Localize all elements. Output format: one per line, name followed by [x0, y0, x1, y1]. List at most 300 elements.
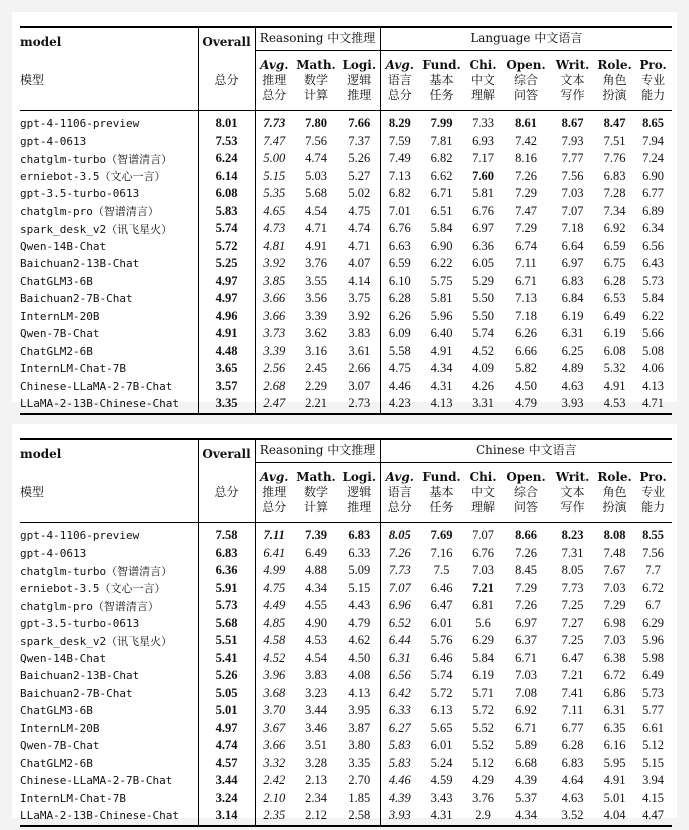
table-row [20, 562, 672, 580]
column-header [419, 462, 464, 523]
score-cell: 3.39 [255, 343, 293, 361]
score-cell: 6.22 [430, 256, 453, 271]
score-cell: 4.96 [198, 308, 255, 326]
model-name: ChatGLM3-6B [20, 704, 93, 718]
score-cell: 2.68 [255, 378, 293, 396]
column-header-zh-1: 推理 [262, 72, 287, 87]
model-name: InternLM-20B [20, 309, 100, 323]
score-cell: 7.08 [515, 685, 537, 700]
score-cell: 6.44 [380, 632, 419, 650]
score-cell: 6.19 [561, 308, 584, 323]
score-cell: 3.66 [255, 290, 293, 308]
score-cell: 7.03 [603, 580, 626, 595]
score-cell: 7.81 [430, 133, 453, 148]
score-cell: 7.73 [255, 111, 293, 133]
column-header-zh-1: 推理 [262, 484, 287, 499]
table-row [20, 737, 672, 755]
score-cell: 3.31 [464, 395, 502, 414]
score-cell: 4.54 [305, 650, 327, 665]
table-row [20, 238, 672, 256]
score-cell: 7.01 [380, 203, 419, 221]
score-cell: 5.01 [198, 702, 255, 720]
score-cell: 6.40 [430, 326, 453, 341]
model-name: Qwen-7B-Chat [20, 739, 100, 753]
score-cell: 7.13 [515, 291, 537, 306]
column-header [293, 462, 339, 523]
score-cell: 6.77 [642, 186, 664, 201]
score-cell: 7.26 [515, 598, 537, 613]
column-header-en: Chi. [469, 469, 497, 484]
score-cell: 3.43 [430, 790, 453, 805]
score-cell: 7.21 [472, 580, 494, 595]
score-cell: 4.75 [255, 580, 293, 598]
column-header [634, 50, 672, 111]
overall-header-zh: 总分 [198, 50, 255, 111]
column-header-zh-2: 理解 [471, 499, 496, 514]
score-cell: 4.57 [198, 755, 255, 773]
column-header-zh-1: 中文 [471, 72, 496, 87]
score-cell: 6.84 [561, 291, 584, 306]
score-cell: 7.25 [561, 598, 584, 613]
score-cell: 5.05 [198, 685, 255, 703]
table-row [20, 772, 672, 790]
score-cell: 7.25 [561, 633, 584, 648]
score-cell: 6.28 [561, 738, 584, 753]
score-cell: 7.07 [380, 580, 419, 598]
score-cell: 4.90 [305, 615, 327, 630]
column-header-zh-1: 基本 [429, 484, 454, 499]
score-cell: 3.75 [348, 291, 371, 306]
score-cell: 6.28 [380, 290, 419, 308]
score-cell: 5.08 [642, 343, 664, 358]
results-card-2 [12, 424, 677, 823]
column-header-en: Pro. [639, 57, 667, 72]
column-header-zh-2: 理解 [471, 87, 496, 102]
score-cell: 4.91 [430, 343, 453, 358]
column-header [255, 462, 293, 523]
score-cell: 5.74 [430, 668, 453, 683]
table-row [20, 580, 672, 598]
table-row [20, 360, 672, 378]
score-cell: 5.00 [255, 150, 293, 168]
score-cell: 6.31 [603, 703, 626, 718]
score-cell: 7.03 [472, 563, 494, 578]
score-cell: 6.56 [380, 667, 419, 685]
score-cell: 4.74 [348, 221, 371, 236]
score-cell: 6.83 [561, 755, 584, 770]
score-cell: 2.56 [255, 360, 293, 378]
score-cell: 5.15 [255, 168, 293, 186]
score-cell: 5.27 [348, 168, 371, 183]
score-cell: 3.39 [305, 308, 327, 323]
score-cell: 7.29 [515, 221, 537, 236]
score-cell: 5.15 [642, 755, 665, 770]
score-cell: 6.49 [603, 308, 626, 323]
score-cell: 4.04 [595, 807, 634, 826]
score-cell: 5.68 [305, 186, 327, 201]
score-cell: 3.35 [198, 395, 255, 414]
score-cell: 3.14 [198, 807, 255, 826]
score-cell: 7.13 [380, 168, 419, 186]
score-cell: 4.85 [255, 615, 293, 633]
score-cell: 6.83 [348, 528, 371, 543]
score-cell: 5.35 [255, 185, 293, 203]
score-cell: 8.01 [198, 111, 255, 133]
score-cell: 7.53 [198, 133, 255, 151]
score-cell: 4.13 [348, 685, 371, 700]
score-cell: 7.26 [515, 545, 537, 560]
column-header-en: Math. [296, 57, 336, 72]
score-cell: 6.77 [561, 720, 584, 735]
score-cell: 3.95 [348, 703, 371, 718]
score-cell: 4.26 [472, 378, 494, 393]
score-cell: 4.48 [198, 343, 255, 361]
score-cell: 4.63 [561, 790, 584, 805]
score-cell: 4.15 [642, 790, 665, 805]
score-cell: 6.98 [603, 615, 626, 630]
score-cell: 3.93 [550, 395, 595, 414]
column-header [550, 50, 595, 111]
score-cell: 7.21 [561, 668, 584, 683]
column-header-zh-1: 基本 [429, 72, 454, 87]
score-cell: 7.47 [255, 133, 293, 151]
model-name: ChatGLM2-6B [20, 344, 93, 358]
score-cell: 6.7 [645, 598, 661, 613]
score-cell: 8.08 [603, 528, 626, 543]
score-cell: 6.38 [603, 650, 626, 665]
score-cell: 5.84 [472, 650, 494, 665]
score-cell: 6.97 [472, 221, 494, 236]
model-name: chatglm-pro（智谱清言） [20, 599, 159, 613]
score-cell: 4.46 [380, 772, 419, 790]
column-header [464, 462, 502, 523]
score-cell: 6.64 [561, 238, 584, 253]
score-cell: 5.73 [642, 685, 665, 700]
table-row [20, 308, 672, 326]
score-cell: 6.66 [515, 343, 537, 358]
table-row [20, 597, 672, 615]
score-cell: 4.89 [561, 361, 584, 376]
score-cell: 4.59 [430, 773, 453, 788]
score-cell: 3.93 [380, 807, 419, 826]
score-cell: 8.29 [380, 111, 419, 133]
score-cell: 8.05 [561, 563, 584, 578]
score-cell: 6.59 [603, 238, 626, 253]
column-header-en: Pro. [639, 469, 667, 484]
score-cell: 6.13 [430, 703, 453, 718]
score-cell: 7.66 [348, 116, 371, 131]
score-cell: 2.35 [255, 807, 293, 826]
score-cell: 2.29 [305, 378, 327, 393]
model-name: Chinese-LLaMA-2-7B-Chat [20, 379, 173, 393]
score-cell: 6.31 [380, 650, 419, 668]
score-cell: 7.27 [561, 615, 584, 630]
model-name: Baichuan2-7B-Chat [20, 686, 133, 700]
score-cell: 3.94 [642, 773, 665, 788]
score-cell: 7.03 [515, 668, 537, 683]
score-cell: 4.53 [595, 395, 634, 414]
table-row [20, 220, 672, 238]
language-group-header: Chinese 中文语言 [380, 439, 672, 462]
score-cell: 6.81 [472, 598, 494, 613]
score-cell: 6.68 [515, 755, 537, 770]
column-header [293, 50, 339, 111]
score-cell: 6.86 [603, 685, 626, 700]
score-cell: 8.66 [515, 528, 537, 543]
score-cell: 7.60 [472, 168, 494, 183]
score-cell: 7.51 [603, 133, 626, 148]
column-header-zh-1: 专业 [641, 72, 666, 87]
score-cell: 3.44 [198, 772, 255, 790]
score-cell: 6.36 [198, 562, 255, 580]
score-cell: 5.77 [642, 703, 665, 718]
score-cell: 2.12 [293, 807, 339, 826]
model-name: Qwen-14B-Chat [20, 239, 107, 253]
column-header-zh-2: 推理 [347, 87, 372, 102]
table-row [20, 807, 672, 826]
score-cell: 4.08 [348, 668, 371, 683]
score-cell: 7.47 [515, 203, 537, 218]
score-cell: 5.74 [198, 220, 255, 238]
score-cell: 5.72 [472, 703, 494, 718]
column-header-en: Role. [597, 469, 632, 484]
score-cell: 7.48 [603, 545, 626, 560]
model-name: gpt-4-0613 [20, 134, 87, 148]
score-cell: 4.71 [305, 221, 327, 236]
table-row [20, 702, 672, 720]
score-cell: 6.52 [380, 615, 419, 633]
score-cell: 4.64 [561, 773, 584, 788]
score-cell: 6.71 [430, 186, 453, 201]
score-cell: 8.45 [515, 563, 537, 578]
score-cell: 6.62 [430, 168, 453, 183]
model-name: gpt-4-0613 [20, 546, 87, 560]
score-cell: 7.11 [255, 523, 293, 545]
score-cell: 4.34 [502, 807, 550, 826]
score-cell: 5.12 [472, 755, 494, 770]
score-cell: 4.50 [348, 650, 371, 665]
score-cell: 5.89 [515, 738, 537, 753]
score-cell: 7.58 [198, 523, 255, 545]
score-cell: 6.08 [603, 343, 626, 358]
model-name: gpt-4-1106-preview [20, 529, 140, 543]
score-cell: 6.90 [642, 168, 664, 183]
table-row [20, 790, 672, 808]
score-cell: 6.25 [561, 343, 584, 358]
score-cell: 6.82 [430, 151, 453, 166]
score-cell: 5.65 [430, 720, 453, 735]
column-header [634, 462, 672, 523]
score-cell: 2.47 [255, 395, 293, 414]
score-cell: 6.49 [305, 545, 327, 560]
column-header-en: Fund. [422, 469, 461, 484]
score-cell: 3.92 [348, 308, 371, 323]
score-cell: 2.42 [255, 772, 293, 790]
score-cell: 7.56 [642, 545, 665, 560]
score-cell: 4.65 [255, 203, 293, 221]
score-cell: 6.31 [561, 326, 584, 341]
score-cell: 4.23 [380, 395, 419, 414]
score-cell: 4.97 [198, 290, 255, 308]
score-cell: 6.71 [515, 273, 537, 288]
score-cell: 5.50 [472, 291, 494, 306]
score-cell: 7.73 [380, 562, 419, 580]
score-cell: 5.50 [472, 308, 494, 323]
score-cell: 4.73 [255, 220, 293, 238]
score-cell: 4.71 [348, 238, 371, 253]
column-header-zh-1: 综合 [514, 484, 539, 499]
score-cell: 5.84 [430, 221, 453, 236]
model-header-zh: 模型 [20, 462, 198, 523]
score-cell: 7.24 [642, 151, 664, 166]
score-cell: 6.01 [430, 738, 453, 753]
model-name: erniebot-3.5（文心一言） [20, 170, 166, 184]
model-name: LLaMA-2-13B-Chinese-Chat [20, 807, 198, 826]
score-cell: 8.16 [515, 151, 537, 166]
table-row [20, 632, 672, 650]
score-cell: 6.56 [642, 238, 664, 253]
score-cell: 5.73 [198, 597, 255, 615]
score-cell: 7.37 [348, 133, 371, 148]
score-cell: 7.03 [561, 186, 584, 201]
score-cell: 7.11 [515, 256, 537, 271]
column-header-zh-2: 任务 [429, 87, 454, 102]
score-cell: 3.65 [198, 360, 255, 378]
table-row [20, 650, 672, 668]
column-header-en: Fund. [422, 57, 461, 72]
score-cell: 6.74 [515, 238, 537, 253]
score-cell: 3.66 [255, 308, 293, 326]
score-cell: 6.97 [515, 615, 537, 630]
column-header-en: Role. [597, 57, 632, 72]
model-name: ChatGLM2-6B [20, 756, 93, 770]
column-header-en: Logi. [342, 469, 377, 484]
score-cell: 3.87 [348, 720, 371, 735]
column-header-zh-1: 中文 [471, 484, 496, 499]
column-header-en: Writ. [555, 469, 590, 484]
score-cell: 4.07 [348, 256, 371, 271]
score-cell: 4.75 [348, 203, 371, 218]
score-cell: 3.28 [305, 755, 327, 770]
score-cell: 4.09 [472, 361, 494, 376]
table-row [20, 523, 672, 545]
score-cell: 5.52 [472, 738, 494, 753]
score-cell: 7.56 [305, 133, 327, 148]
score-cell: 6.92 [515, 703, 537, 718]
score-cell: 6.41 [255, 545, 293, 563]
score-cell: 3.73 [255, 325, 293, 343]
score-cell: 5.72 [198, 238, 255, 256]
model-name: InternLM-Chat-7B [20, 362, 126, 376]
score-cell: 5.02 [348, 186, 371, 201]
score-cell: 5.82 [515, 361, 537, 376]
column-header [595, 462, 634, 523]
score-cell: 4.53 [305, 633, 327, 648]
column-header-zh-2: 任务 [429, 499, 454, 514]
score-cell: 6.22 [642, 308, 664, 323]
score-cell: 8.67 [561, 116, 584, 131]
score-cell: 7.33 [472, 116, 494, 131]
score-cell: 6.19 [472, 668, 494, 683]
score-cell: 3.46 [305, 720, 327, 735]
score-cell: 3.35 [348, 755, 371, 770]
score-cell: 7.26 [380, 545, 419, 563]
score-cell: 4.62 [348, 633, 371, 648]
model-header: model [20, 27, 198, 50]
score-cell: 4.49 [255, 597, 293, 615]
score-cell: 8.61 [515, 116, 537, 131]
column-header-en: Logi. [342, 57, 377, 72]
model-name: Qwen-14B-Chat [20, 651, 107, 665]
model-name: Baichuan2-13B-Chat [20, 669, 140, 683]
score-cell: 7.26 [515, 168, 537, 183]
column-header-zh-1: 文本 [560, 72, 585, 87]
model-name: spark_desk_v2（讯飞星火） [20, 634, 173, 648]
score-cell: 3.24 [198, 790, 255, 808]
score-cell: 6.83 [603, 168, 626, 183]
table-row [20, 343, 672, 361]
score-cell: 4.43 [348, 598, 371, 613]
score-cell: 4.31 [419, 807, 464, 826]
score-cell: 6.19 [603, 326, 626, 341]
score-cell: 1.85 [348, 790, 371, 805]
score-cell: 5.24 [430, 755, 453, 770]
table-row [20, 545, 672, 563]
column-header-zh-1: 逻辑 [347, 72, 372, 87]
table-row [20, 720, 672, 738]
score-cell: 3.70 [255, 702, 293, 720]
score-cell: 7.07 [561, 203, 584, 218]
score-cell: 6.72 [642, 580, 665, 595]
score-cell: 5.73 [642, 273, 664, 288]
column-header-zh-2: 总分 [387, 87, 412, 102]
score-cell: 5.51 [198, 632, 255, 650]
score-cell: 5.76 [430, 633, 453, 648]
score-cell: 6.08 [198, 185, 255, 203]
column-header-zh-1: 角色 [602, 484, 627, 499]
column-header-zh-2: 能力 [641, 499, 666, 514]
score-cell: 6.14 [198, 168, 255, 186]
results-table-1 [20, 26, 672, 415]
score-cell: 5.72 [430, 685, 453, 700]
score-cell: 7.29 [515, 580, 537, 595]
score-cell: 6.89 [642, 203, 664, 218]
score-cell: 3.32 [255, 755, 293, 773]
score-cell: 4.91 [198, 325, 255, 343]
score-cell: 5.37 [515, 790, 537, 805]
table-row [20, 378, 672, 396]
score-cell: 5.66 [642, 326, 664, 341]
score-cell: 6.36 [472, 238, 494, 253]
score-cell: 7.18 [515, 308, 537, 323]
score-cell: 5.25 [198, 255, 255, 273]
score-cell: 8.47 [603, 116, 626, 131]
score-cell: 4.47 [634, 807, 672, 826]
score-cell: 7.34 [603, 203, 626, 218]
table-row [20, 685, 672, 703]
table-row [20, 150, 672, 168]
column-header-zh-2: 总分 [262, 499, 287, 514]
score-cell: 7.31 [561, 545, 584, 560]
score-cell: 2.21 [293, 395, 339, 414]
score-cell: 5.75 [430, 273, 453, 288]
score-cell: 6.29 [472, 633, 494, 648]
column-header-zh-2: 问答 [514, 87, 539, 102]
score-cell: 7.56 [561, 168, 584, 183]
score-cell: 5.29 [472, 273, 494, 288]
model-name: gpt-3.5-turbo-0613 [20, 187, 140, 201]
table-row [20, 667, 672, 685]
